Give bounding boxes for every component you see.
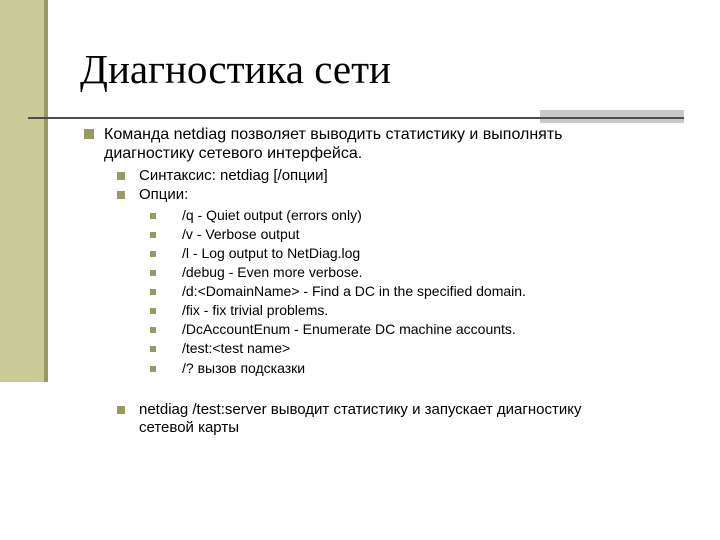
side-accent-shadow: [44, 0, 48, 382]
bullet-square-icon: [150, 327, 156, 333]
options-label: Опции:: [139, 186, 189, 203]
bullet-square-icon: [150, 346, 156, 352]
option-item: /v - Verbose output: [182, 226, 300, 242]
test-server-line-2: сетевой карты: [139, 419, 239, 436]
option-item: /debug - Even more verbose.: [182, 264, 363, 280]
bullet-square-icon: [150, 251, 156, 257]
option-item: /fix - fix trivial problems.: [182, 302, 329, 318]
test-server-line-1: netdiag /test:server выводит статистику и запускает диагностику: [139, 401, 582, 418]
main-bullet-line-2: диагностику сетевого интерфейса.: [104, 145, 363, 162]
bullet-square-icon: [84, 129, 94, 139]
bullet-square-icon: [150, 366, 156, 372]
syntax-bullet: Синтаксис: netdiag [/опции]: [139, 167, 328, 184]
side-accent-band: [0, 0, 44, 382]
option-item: /test:<test name>: [182, 340, 291, 356]
bullet-square-icon: [117, 191, 125, 199]
option-item: /DcAccountEnum - Enumerate DC machine accounts.: [182, 321, 516, 337]
option-item: /? вызов подсказки: [182, 360, 306, 376]
title-rule-line: [28, 117, 684, 119]
bullet-square-icon: [117, 172, 125, 180]
bullet-square-icon: [117, 406, 125, 414]
bullet-square-icon: [150, 289, 156, 295]
main-bullet-line-1: Команда netdiag позволяет выводить статистику и выполнять: [104, 126, 563, 143]
slide-title: Диагностика сети: [80, 46, 391, 92]
bullet-square-icon: [150, 213, 156, 219]
bullet-square-icon: [150, 270, 156, 276]
option-item: /q - Quiet output (errors only): [182, 207, 362, 223]
option-item: /l - Log output to NetDiag.log: [182, 245, 361, 261]
bullet-square-icon: [150, 308, 156, 314]
option-item: /d:<DomainName> - Find a DC in the specified domain.: [182, 283, 526, 299]
bullet-square-icon: [150, 232, 156, 238]
